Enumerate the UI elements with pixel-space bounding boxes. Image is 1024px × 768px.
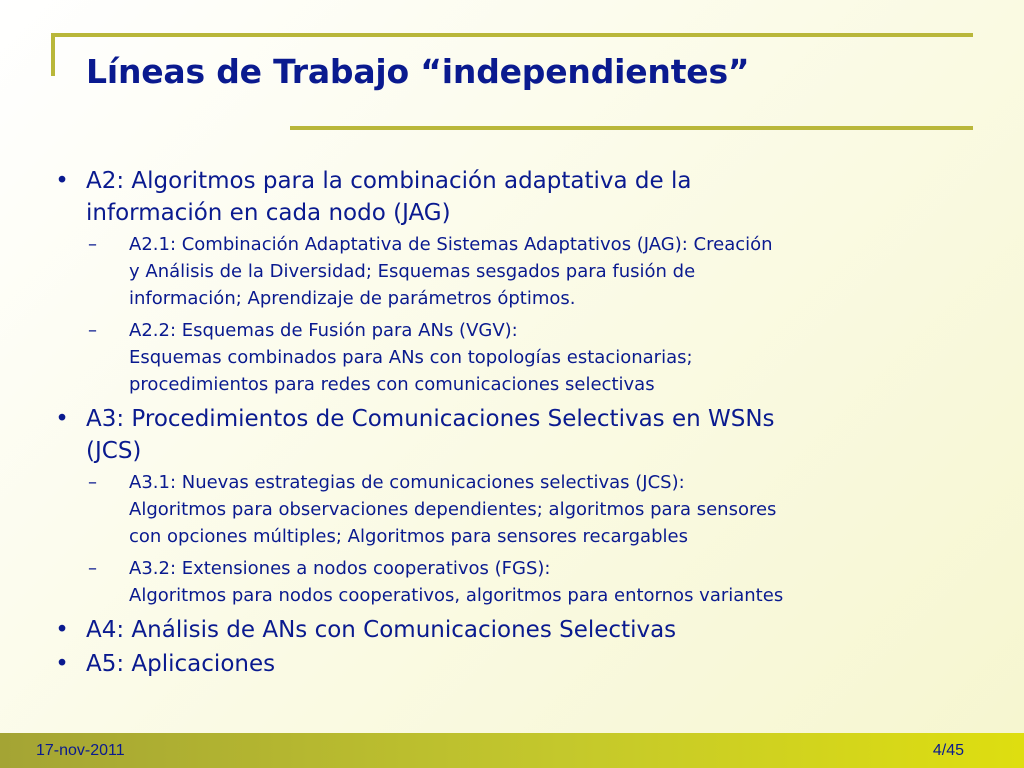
bullet-a5: [52, 648, 972, 680]
subbullet-dash: –: [88, 234, 97, 255]
bullet-a2: [52, 165, 972, 229]
subbullet-a3-1: [52, 469, 972, 550]
bullet-dot: •: [55, 168, 69, 194]
subbullet-text-line: A3.2: Extensiones a nodos cooperativos (FGS):: [129, 558, 551, 579]
title-underline: [290, 126, 973, 130]
subbullet-text-line: A2.2: Esquemas de Fusión para ANs (VGV):: [129, 320, 518, 341]
subbullet-dash: –: [88, 472, 97, 493]
slide-body: [52, 165, 972, 682]
subbullet-text-line: A2.1: Combinación Adaptativa de Sistemas Adaptativos (JAG): Creación: [129, 234, 773, 255]
subbullet-text-line: Algoritmos para observaciones dependientes; algoritmos para sensores: [129, 499, 777, 520]
bullet-text-line: A2: Algoritmos para la combinación adaptativa de la: [86, 168, 692, 194]
subbullet-text-line: Algoritmos para nodos cooperativos, algoritmos para entornos variantes: [129, 585, 784, 606]
subbullet-text-line: con opciones múltiples; Algoritmos para sensores recargables: [129, 526, 688, 547]
subbullet-text-line: información; Aprendizaje de parámetros óptimos.: [129, 288, 576, 309]
bullet-text-line: (JCS): [86, 438, 142, 464]
bullet-text-line: A3: Procedimientos de Comunicaciones Selectivas en WSNs: [86, 406, 775, 432]
bullet-text-line: A5: Aplicaciones: [86, 651, 276, 677]
footer-date: 17-nov-2011: [36, 742, 125, 759]
bullet-dot: •: [55, 651, 69, 677]
subbullet-text-line: y Análisis de la Diversidad; Esquemas sesgados para fusión de: [129, 261, 696, 282]
subbullet-text-line: A3.1: Nuevas estrategias de comunicaciones selectivas (JCS):: [129, 472, 685, 493]
bullet-text-line: información en cada nodo (JAG): [86, 200, 451, 226]
footer-bar: [0, 733, 1024, 768]
subbullet-a3-2: [52, 555, 972, 609]
subbullet-dash: –: [88, 320, 97, 341]
top-frame-line: [51, 33, 973, 37]
subbullet-text-line: Esquemas combinados para ANs con topologías estacionarias;: [129, 347, 693, 368]
bullet-dot: •: [55, 406, 69, 432]
slide-title: Líneas de Trabajo “independientes”: [86, 52, 750, 91]
subbullet-text-line: procedimientos para redes con comunicaciones selectivas: [129, 374, 655, 395]
subbullet-a2-1: [52, 231, 972, 312]
subbullet-a2-2: [52, 317, 972, 398]
left-frame-line: [51, 33, 55, 76]
bullet-a3: [52, 403, 972, 467]
subbullet-dash: –: [88, 558, 97, 579]
bullet-dot: •: [55, 617, 69, 643]
bullet-a4: [52, 614, 972, 646]
bullet-text-line: A4: Análisis de ANs con Comunicaciones Selectivas: [86, 617, 677, 643]
page-number: 4/45: [932, 742, 964, 759]
